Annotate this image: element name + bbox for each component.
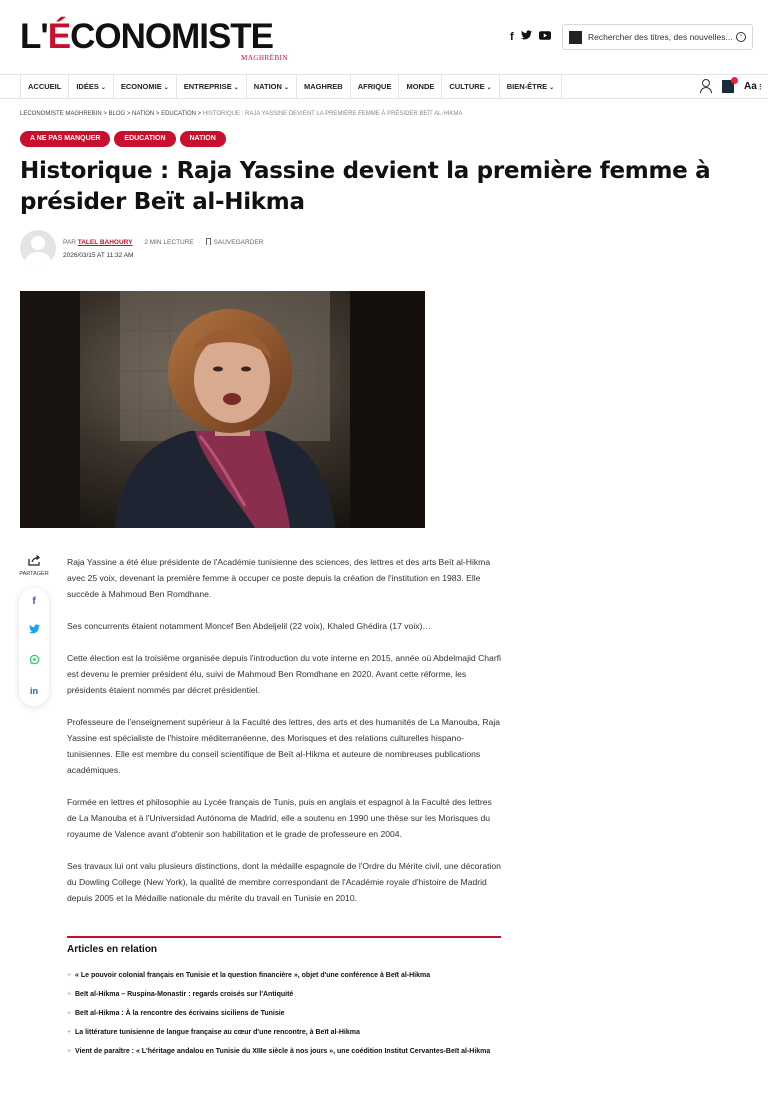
search-submit-icon[interactable]: › — [736, 32, 746, 42]
nav-item-nation[interactable]: NATION ⌄ — [246, 75, 296, 98]
search-input[interactable] — [562, 24, 753, 50]
related-article-link[interactable]: + Beït al-Hikma : À la rencontre des écrivains siciliens de Tunisie — [67, 1009, 501, 1019]
related-article-link[interactable]: + « Le pouvoir colonial français en Tunisie et la question financière », objet d'une conférence à Beït al-Hikma — [67, 971, 501, 981]
breadcrumb-current: HISTORIQUE : RAJA YASSINE DEVIENT LA PREMIÈRE FEMME À PRÉSIDER BEÏT AL-HIKMA — [202, 111, 463, 117]
facebook-share-icon[interactable]: f — [32, 596, 36, 607]
share-section — [17, 555, 51, 577]
tag-nation[interactable]: NATION — [180, 131, 226, 147]
youtube-icon[interactable] — [539, 31, 551, 43]
nav-item-culture[interactable]: CULTURE ⌄ — [441, 75, 498, 98]
nav-item-monde[interactable]: MONDE — [398, 75, 441, 98]
chevron-down-icon: ⌄ — [283, 85, 289, 91]
article-paragraph: Ses concurrents étaient notamment Moncef Ben Abdeljelil (22 voix), Khaled Ghédira (17 voix)… — [67, 621, 431, 631]
breadcrumb — [20, 111, 462, 117]
font-size-button[interactable]: Aa⋮ — [744, 80, 764, 92]
facebook-icon[interactable]: f — [510, 30, 514, 43]
logo-subtitle: MAGHRÉBIN — [241, 54, 288, 62]
search-thumbnail-icon — [569, 31, 582, 44]
nav-item-idees[interactable]: IDÉES ⌄ — [68, 75, 113, 98]
share-label: PARTAGER — [19, 571, 49, 577]
article-paragraph: Professeure de l'enseignement supérieur à la Faculté des lettres, des arts et des humanités de La Manouba, Raja Yassine est spécialiste de l'histoire méditerranéenne, des Morisques et des relations culturelles hispano-tunisiennes. Elle est membre du conseil scientifique de Beït al-Hikma et auteure de nombreuses publications académiques. — [67, 717, 501, 775]
related-articles — [67, 936, 501, 1066]
user-icon[interactable] — [699, 79, 712, 93]
share-buttons-rail — [19, 588, 49, 706]
tag-education[interactable]: EDUCATION — [114, 131, 175, 147]
nav-item-maghreb[interactable]: MAGHREB — [296, 75, 350, 98]
nav-item-bien-etre[interactable]: BIEN-ÊTRE ⌄ — [499, 75, 562, 98]
article-paragraph: Raja Yassine a été élue présidente de l'Académie tunisienne des sciences, des lettres et des arts Beït al-Hikma avec 25 voix, devenant la première femme à occuper ce poste depuis la création de l'institution en 1983. Elle succède à Mahmoud Ben Romdhane. — [67, 557, 491, 599]
social-links — [510, 30, 551, 43]
chevron-down-icon: ⌄ — [486, 85, 492, 91]
related-article-link[interactable]: + Vient de paraître : « L'héritage andalou en Tunisie du XIIIe siècle à nos jours », une coédition Institut Cervantes-Beït al-Hikma — [67, 1047, 501, 1057]
publish-date: 2026/03/15 AT 11:32 AM — [63, 252, 134, 259]
twitter-share-icon[interactable] — [19, 624, 49, 640]
chevron-down-icon: ⌄ — [549, 85, 555, 91]
author-avatar[interactable] — [20, 230, 56, 266]
site-header — [0, 0, 768, 74]
article-paragraph: Cette élection est la troisième organisée depuis l'introduction du vote interne en 2015, année où Abdelmajid Charfi est devenu le premier président élu, suivi de Mahmoud Ben Romdhane en 2020. Avant cette réforme, les présidents étaient nommés par décret présidentiel. — [67, 653, 501, 695]
chevron-down-icon: ⌄ — [163, 85, 169, 91]
article-paragraph: Formée en lettres et philosophie au Lycée français de Tunis, puis en anglais et espagnol à la Faculté des lettres de La Manouba et à l'Universidad Autónoma de Madrid, elle a soutenu en 1990 une thèse sur les Morisques du royaume de Valence avant d'obtenir son habilitation et le grade de professeure en 2004. — [67, 797, 492, 839]
twitter-icon[interactable] — [521, 30, 532, 43]
linkedin-share-icon[interactable]: in — [30, 686, 38, 696]
nav-item-entreprise[interactable]: ENTREPRISE ⌄ — [176, 75, 246, 98]
tag-a-ne-pas-manquer[interactable]: A NE PAS MANQUER — [20, 131, 110, 147]
search-placeholder: Rechercher des titres, des nouvelles... — [588, 32, 733, 42]
logo-wordmark: L'ÉCONOMISTE — [20, 17, 274, 56]
bookmark-outline-icon — [206, 238, 211, 245]
share-icon[interactable] — [27, 555, 41, 567]
main-navigation — [0, 74, 768, 99]
nav-item-afrique[interactable]: AFRIQUE — [350, 75, 399, 98]
nav-item-accueil[interactable]: ACCUEIL — [20, 75, 68, 98]
author-link[interactable]: TALEL BAHOURY — [77, 239, 133, 246]
save-button[interactable]: SAUVEGARDER — [206, 239, 264, 246]
chevron-down-icon: ⌄ — [100, 85, 106, 91]
article-meta: PAR TALEL BAHOURY · 2 MIN LECTURE · SAUVEGARDER — [63, 239, 264, 246]
bookmark-icon[interactable] — [722, 80, 734, 93]
article-hero-image — [20, 291, 425, 528]
related-article-link[interactable]: + Beït al-Hikma – Ruspina-Monastir : regards croisés sur l'Antiquité — [67, 990, 501, 1000]
related-article-link[interactable]: + La littérature tunisienne de langue française au cœur d'une rencontre, à Beït al-Hikma — [67, 1028, 501, 1038]
related-heading: Articles en relation — [67, 944, 158, 955]
notification-dot — [731, 77, 738, 84]
chevron-down-icon: ⌄ — [233, 85, 239, 91]
breadcrumb-path[interactable]: LECONOMISTE MAGHREBIN > BLOG > NATION > EDUCATION > — [20, 111, 203, 117]
article-title: Historique : Raja Yassine devient la première femme à présider Beït al-Hikma — [20, 158, 711, 215]
site-logo[interactable] — [20, 18, 290, 62]
article-body — [67, 554, 503, 922]
article-paragraph: Ses travaux lui ont valu plusieurs distinctions, dont la médaille espagnole de l'Ordre du Mérite civil, une décoration du Dowling College (New York), la qualité de membre correspondant de l'Académie royale d'histoire de Madrid depuis 2005 et la Médaille nationale du mérite du travail en Tunisie en 2010. — [67, 861, 501, 903]
whatsapp-share-icon[interactable] — [19, 654, 49, 670]
read-time: 2 MIN LECTURE — [144, 239, 194, 246]
nav-item-economie[interactable]: ECONOMIE ⌄ — [113, 75, 176, 98]
category-tags — [20, 131, 226, 147]
